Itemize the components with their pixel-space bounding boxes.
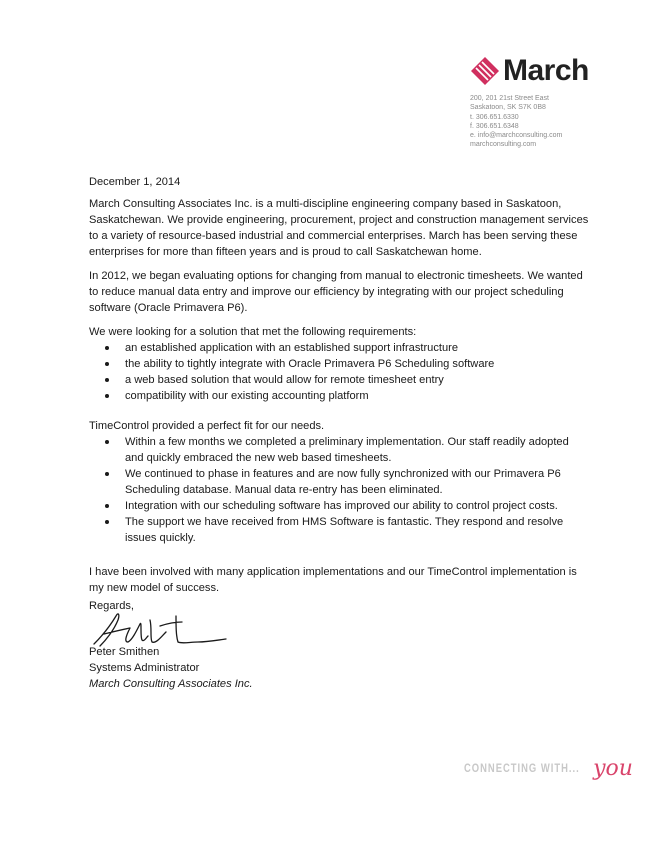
signer-block	[89, 644, 253, 692]
bullet-icon	[105, 378, 109, 382]
list-item-text: Within a few months we completed a preliminary implementation. Our staff readily adopted and quickly embraced the new web based timesheets.	[125, 436, 569, 464]
signer-name: Peter Smithen	[89, 646, 160, 658]
bullet-icon	[105, 472, 109, 476]
brand-name: March	[503, 54, 589, 87]
requirements-intro: We were looking for a solution that met the following requirements:	[89, 326, 417, 338]
address-fax: f. 306.651.6348	[470, 122, 519, 130]
closing-paragraph	[89, 564, 589, 596]
paragraph-text: In 2012, we began evaluating options for changing from manual to electronic timesheets. We wanted to reduce manual data entry and improve our efficiency by integrating with our project scheduling software (Oracle Primavera P6).	[89, 270, 583, 314]
results-intro: TimeControl provided a perfect fit for our needs.	[89, 420, 325, 432]
address-email: e. info@marchconsulting.com	[470, 132, 563, 140]
tagline-you: you	[593, 756, 633, 781]
address-line: 200, 201 21st Street East	[470, 95, 549, 102]
list-item	[89, 340, 589, 356]
letter-date: December 1, 2014	[89, 176, 181, 188]
list-item	[89, 388, 589, 404]
address-line: Saskatoon, SK S7K 0B8	[470, 104, 546, 112]
company-address	[470, 94, 562, 150]
results-section	[89, 418, 589, 546]
footer-tagline	[464, 757, 633, 781]
march-logo-mark-icon	[470, 56, 500, 86]
list-item-text: the ability to tightly integrate with Oracle Primavera P6 Scheduling software	[125, 358, 495, 370]
bullet-icon	[105, 394, 109, 398]
list-item-text: compatibility with our existing accounting platform	[125, 390, 369, 402]
list-item-text: The support we have received from HMS Software is fantastic. They respond and resolve issues quickly.	[125, 516, 564, 544]
results-list	[89, 434, 589, 546]
list-item	[89, 514, 589, 546]
bullet-icon	[105, 520, 109, 524]
paragraph-text: March Consulting Associates Inc. is a multi-discipline engineering company based in Saskatoon, Saskatchewan. We provide engineering, procurement, project and construction management services to a variety of resource-based industrial and commercial enterprises. March has been serving these enterprises for more than fifteen years and is proud to call Saskatchewan home.	[89, 198, 589, 258]
list-item-text: an established application with an established support infrastructure	[125, 342, 459, 354]
bullet-icon	[105, 440, 109, 444]
requirements-section	[89, 324, 589, 404]
bullet-icon	[105, 504, 109, 508]
list-item	[89, 466, 589, 498]
paragraph-text: I have been involved with many application implementations and our TimeControl implementation is my new model of success.	[89, 566, 577, 594]
signer-title: Systems Administrator	[89, 662, 200, 674]
list-item-text: We continued to phase in features and are now fully synchronized with our Primavera P6 Scheduling database. Manual data re-entry has been eliminated.	[125, 468, 561, 496]
march-logo	[470, 55, 589, 87]
regards-text: Regards,	[89, 600, 135, 612]
list-item	[89, 498, 589, 514]
bullet-icon	[105, 362, 109, 366]
list-item	[89, 372, 589, 388]
background-paragraph	[89, 268, 589, 316]
list-item-text: a web based solution that would allow for remote timesheet entry	[125, 374, 444, 386]
bullet-icon	[105, 346, 109, 350]
intro-paragraph	[89, 196, 589, 260]
signer-company: March Consulting Associates Inc.	[89, 678, 253, 690]
address-phone: t. 306.651.6330	[470, 113, 519, 121]
tagline-text: CONNECTING WITH...	[464, 763, 580, 775]
list-item-text: Integration with our scheduling software has improved our ability to control project costs.	[125, 500, 558, 512]
list-item	[89, 434, 589, 466]
address-website: marchconsulting.com	[470, 141, 537, 149]
list-item	[89, 356, 589, 372]
requirements-list	[89, 340, 589, 404]
